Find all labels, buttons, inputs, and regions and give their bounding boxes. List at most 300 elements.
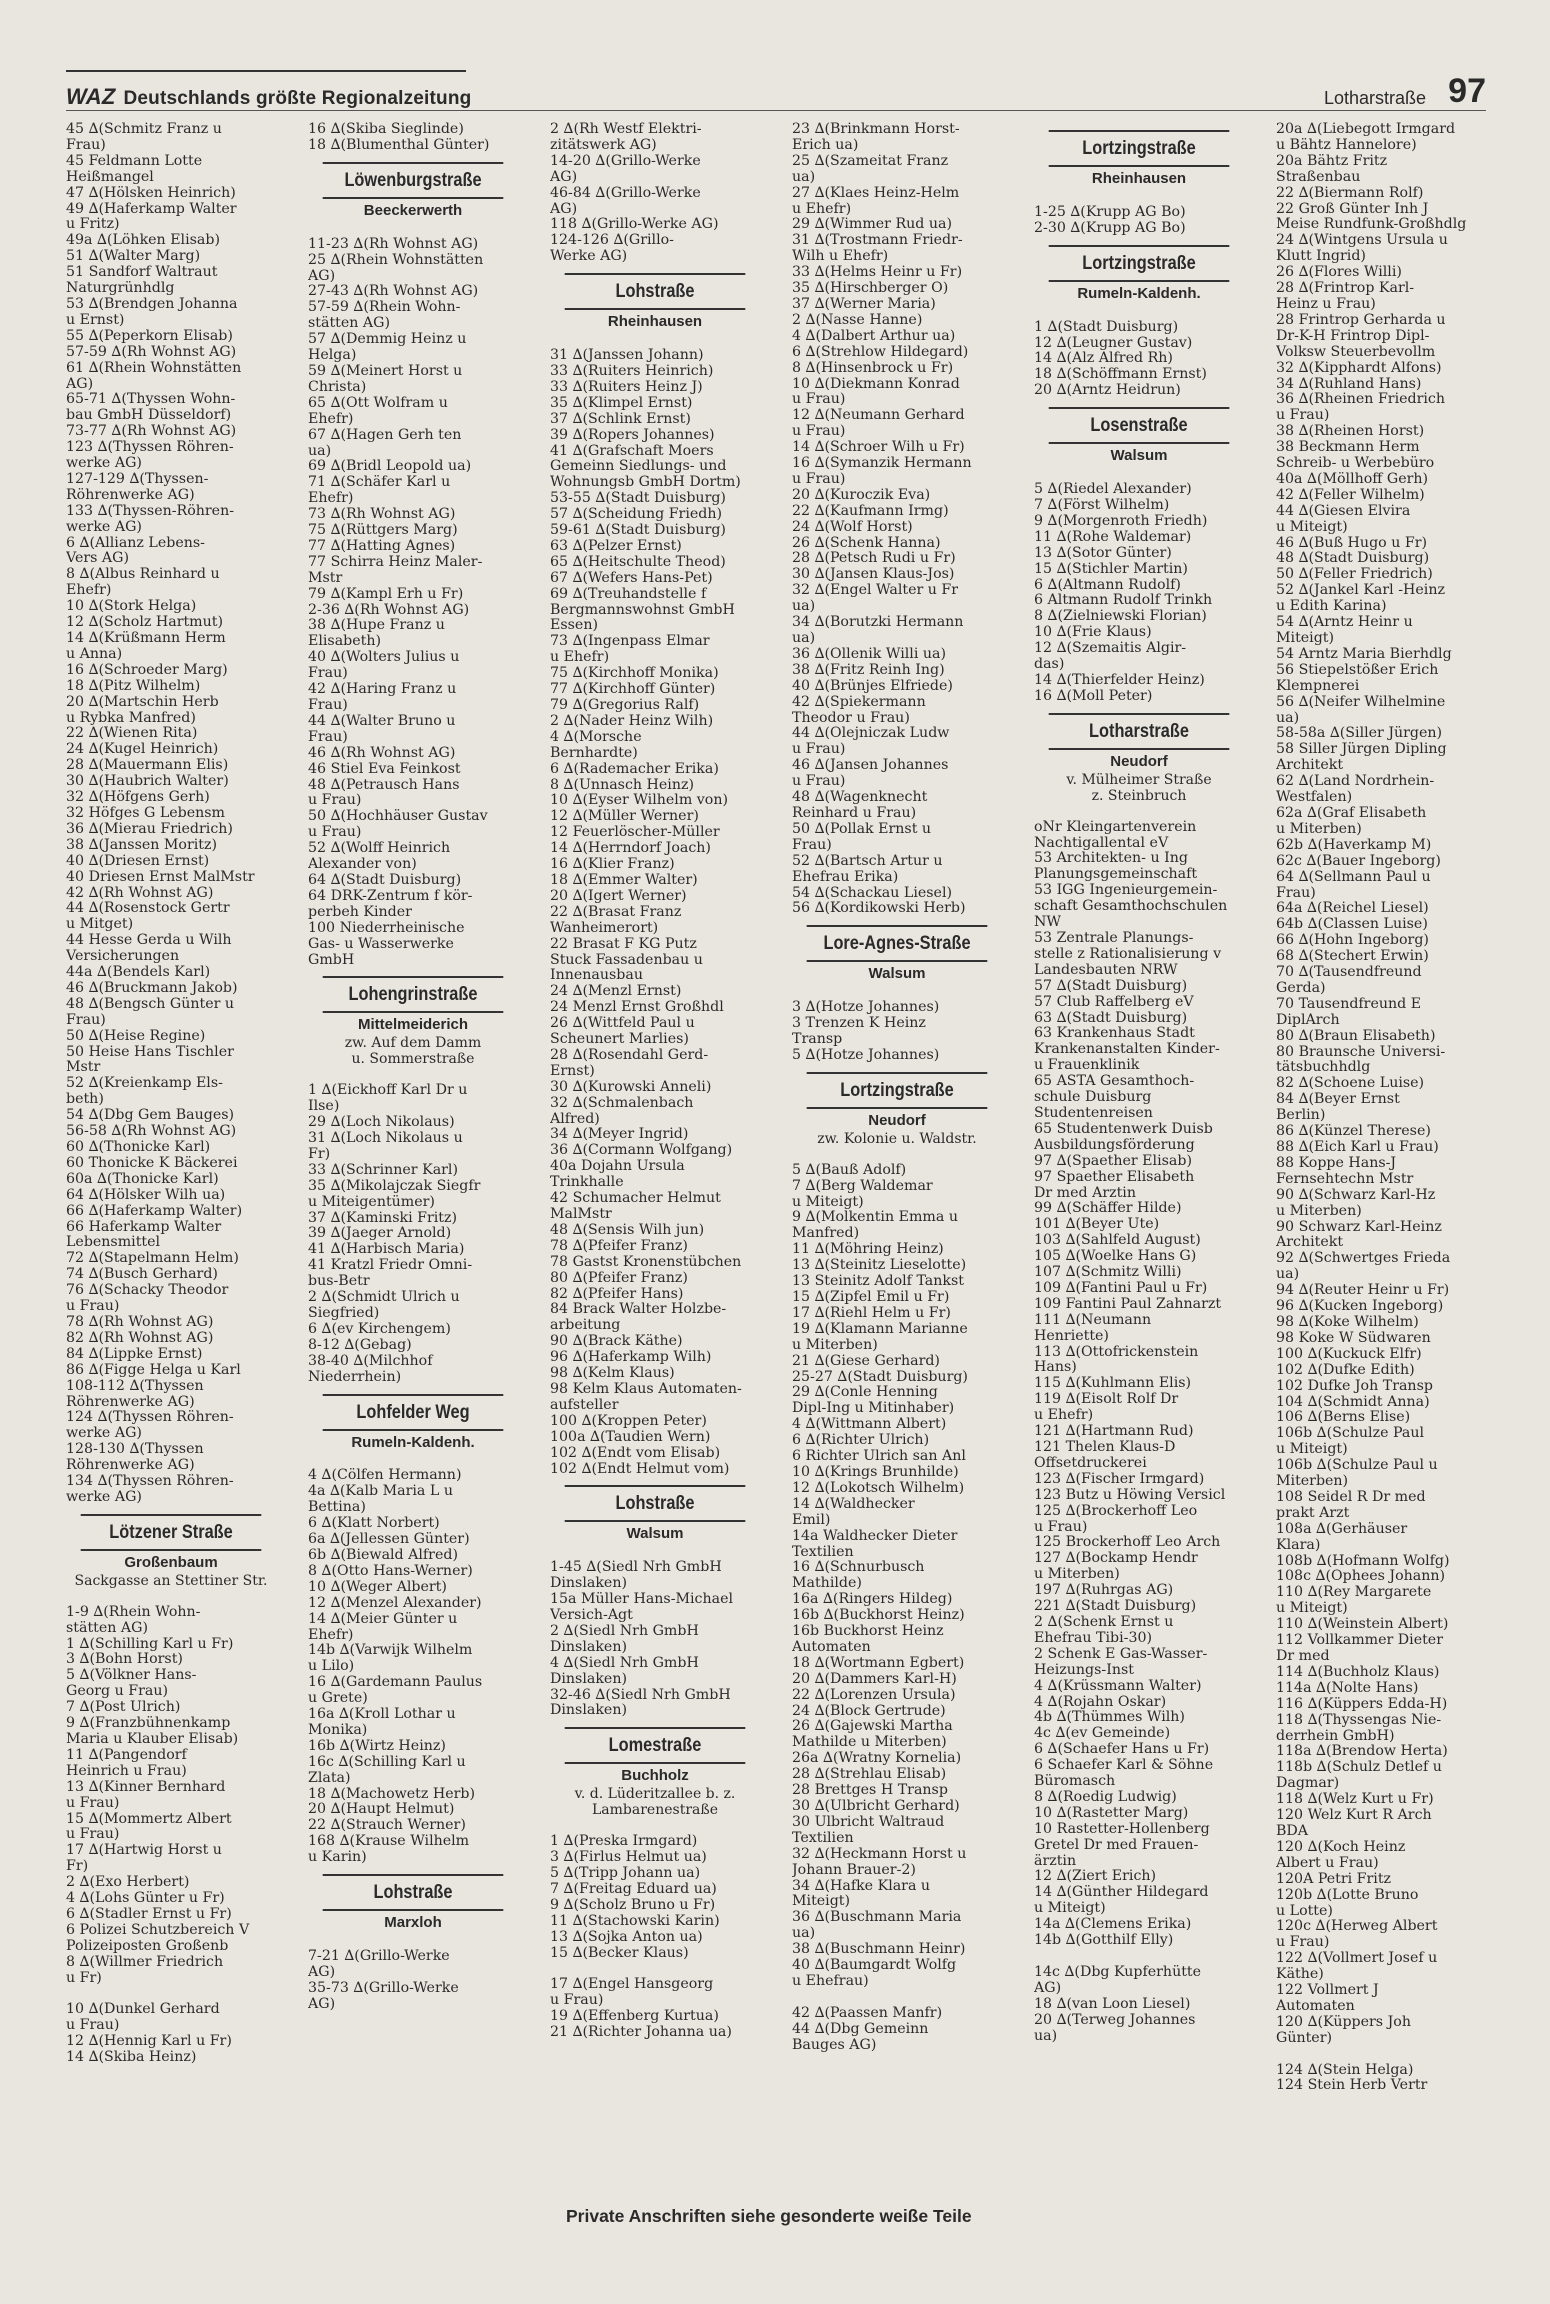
directory-entry: 197 ∆(Ruhrgas AG) — [1034, 1583, 1174, 1599]
street-extent: Sackgasse an Stettiner Str. — [74, 1572, 268, 1589]
directory-entry: ua) — [792, 631, 816, 646]
directory-entry: 98 ∆(Koke Wilhelm) — [1276, 1314, 1419, 1330]
directory-entry: 125 Brockerhoff Leo Arch — [1034, 1535, 1221, 1551]
directory-entry: 90 ∆(Schwarz Karl-Hz — [1276, 1187, 1436, 1203]
directory-entry: 39 ∆(Ropers Johannes) — [550, 427, 715, 443]
directory-entry: 62b ∆(Haverkamp M) — [1276, 837, 1432, 853]
directory-entry: AG) — [308, 1964, 336, 1980]
directory-entry: 44 Hesse Gerda u Wilh — [66, 933, 232, 949]
directory-entry: 13 Steinitz Adolf Tankst — [792, 1274, 964, 1290]
directory-entry: stelle z Rationalisierung v — [1034, 946, 1222, 962]
directory-entry: 6 Schaefer Karl & Söhne — [1034, 1758, 1214, 1774]
directory-entry: 4 ∆(Morsche — [550, 729, 642, 745]
district-label: Großenbaum — [124, 1553, 218, 1571]
directory-entry: 16b ∆(Wirtz Heinz) — [308, 1738, 446, 1754]
directory-entry: 6a ∆(Jellessen Günter) — [308, 1532, 470, 1548]
directory-entry: u Frau) — [66, 1299, 120, 1315]
district-label: Walsum — [626, 1525, 684, 1543]
directory-entry: 54 ∆(Arntz Heinr u — [1276, 615, 1413, 631]
directory-entry: 15 ∆(Stichler Martin) — [1034, 561, 1188, 577]
directory-entry: u Ehefr) — [1034, 1408, 1094, 1424]
directory-entry: 3 Trenzen K Heinz — [792, 1016, 926, 1032]
directory-entry: 108 Seidel R Dr med — [1276, 1489, 1426, 1505]
directory-entry: 120 Welz Kurt R Arch — [1276, 1808, 1432, 1824]
directory-entry: u Frau) — [66, 1827, 120, 1843]
directory-entry: 30 ∆(Ulbricht Gerhard) — [792, 1799, 960, 1814]
directory-entry — [550, 1544, 760, 1560]
directory-entry: Elisabeth) — [308, 634, 382, 650]
district-label: Mittelmeiderich — [357, 1016, 469, 1034]
column-5 — [1034, 122, 1244, 2202]
directory-entry: 78 ∆(Rh Wohnst AG) — [66, 1314, 214, 1330]
directory-entry: 40 ∆(Brünjes Elfriede) — [792, 678, 953, 694]
directory-entry: Ernst) — [550, 1063, 595, 1079]
directory-entry: 52 ∆(Jankel Karl -Heinz — [1276, 583, 1445, 599]
directory-entry: Röhrenwerke AG) — [66, 1458, 195, 1474]
directory-entry: ärztin — [1034, 1853, 1077, 1869]
directory-entry: Krankenanstalten Kinder- — [1034, 1042, 1220, 1058]
directory-entry: 68 ∆(Stechert Erwin) — [1276, 949, 1429, 965]
directory-entry: Helga) — [308, 348, 357, 364]
directory-entry: 111 ∆(Neumann — [1034, 1312, 1152, 1328]
directory-entry: u Ehefr) — [550, 650, 610, 666]
directory-entry: 65 Studentenwerk Duisb — [1034, 1121, 1213, 1137]
directory-entry: 8 ∆(Willmer Friedrich — [66, 1954, 224, 1970]
directory-entry: 127 ∆(Bockamp Hendr — [1034, 1551, 1198, 1567]
directory-entry: 25-27 ∆(Stadt Duisburg) — [792, 1369, 968, 1385]
directory-entry: 11 ∆(Pangendorf — [66, 1747, 187, 1763]
directory-entry: 84 ∆(Beyer Ernst — [1276, 1092, 1400, 1108]
directory-entry: 18 ∆(Pitz Wilhelm) — [66, 678, 201, 694]
directory-entry: Studentenreisen — [1034, 1105, 1153, 1121]
directory-entry: 82 ∆(Rh Wohnst AG) — [66, 1330, 214, 1346]
directory-entry: Polizeiposten Großenb — [66, 1938, 229, 1954]
directory-entry: 49 ∆(Haferkamp Walter — [66, 201, 237, 217]
directory-entry: Dinslaken) — [550, 1703, 627, 1719]
directory-entry: 16c ∆(Schilling Karl u — [308, 1754, 466, 1770]
directory-entry: werke AG) — [66, 1426, 142, 1442]
directory-entry: 10 Rastetter-Hollenberg — [1034, 1821, 1210, 1837]
directory-entry: 6 ∆(Stadler Ernst u Fr) — [66, 1906, 232, 1922]
district-label: Rheinhausen — [607, 313, 703, 331]
directory-entry: 7 ∆(Freitag Eduard ua) — [550, 1882, 717, 1897]
directory-entry: 80 ∆(Pfeifer Franz) — [550, 1270, 688, 1286]
directory-entry: tätsbuchhdlg — [1276, 1060, 1371, 1076]
directory-entry: Frau) — [66, 1012, 106, 1028]
directory-entry: 14 ∆(Meier Günter u — [308, 1611, 458, 1627]
street-heading: Lortzingstraße — [1049, 245, 1230, 282]
directory-entry: Bauges AG) — [792, 2037, 877, 2053]
directory-entry: 22 ∆(Kaufmann Irmg) — [792, 503, 949, 519]
directory-entry: 96 ∆(Kucken Ingeborg) — [1276, 1299, 1444, 1315]
directory-entry — [66, 1589, 276, 1605]
directory-entry: Berlin) — [1276, 1108, 1326, 1124]
directory-entry: 38 ∆(Hupe Franz u — [308, 618, 445, 634]
directory-entry: 55 ∆(Peperkorn Elisab) — [66, 328, 233, 344]
directory-entry: 16a ∆(Kroll Lothar u — [308, 1707, 456, 1723]
directory-entry: 4 ∆(Wittmann Albert) — [792, 1417, 947, 1433]
district-label: Rheinhausen — [1091, 170, 1187, 187]
directory-entry: u Frau) — [550, 1993, 604, 2009]
directory-entry: 4 ∆(Rojahn Oskar) — [1034, 1694, 1167, 1710]
directory-entry: oNr Kleingartenverein — [1034, 819, 1197, 835]
directory-entry: 48 ∆(Petrausch Hans — [308, 777, 460, 793]
directory-entry: Fr) — [308, 1146, 331, 1162]
directory-entry: 67 ∆(Hagen Gerh ten — [308, 427, 462, 443]
directory-entry: 44 ∆(Walter Bruno u — [308, 713, 456, 729]
directory-entry: 12 ∆(Menzel Alexander) — [308, 1595, 482, 1611]
directory-entry: ua) — [308, 443, 332, 459]
directory-entry: 14 ∆(Günther Hildegard — [1034, 1885, 1209, 1901]
street-heading: Lomestraße — [565, 1727, 746, 1764]
directory-entry: derrhein GmbH) — [1276, 1728, 1395, 1744]
directory-entry: 1 ∆(Stadt Duisburg) — [1034, 319, 1179, 335]
directory-entry: 119 ∆(Eisolt Rolf Dr — [1034, 1392, 1179, 1408]
directory-entry: 109 Fantini Paul Zahnarzt — [1034, 1296, 1222, 1312]
directory-entry: 20 ∆(Terweg Johannes — [1034, 2012, 1196, 2028]
directory-entry: 6b ∆(Biewald Alfred) — [308, 1547, 458, 1563]
directory-entry: 2 ∆(Siedl Nrh GmbH — [550, 1623, 699, 1639]
directory-entry: u Grete) — [308, 1691, 368, 1707]
directory-entry — [1034, 804, 1244, 820]
directory-entry: u Rybka Manfred) — [66, 710, 196, 726]
street-heading: Losenstraße — [1049, 407, 1230, 444]
directory-entry: 114 ∆(Buchholz Klaus) — [1276, 1664, 1440, 1680]
directory-entry: Siegfried) — [308, 1306, 380, 1321]
directory-entry: 64 DRK-Zentrum f kör- — [308, 888, 473, 904]
directory-entry: 21 ∆(Richter Johanna ua) — [550, 2025, 732, 2041]
directory-entry: 8 ∆(Roedig Ludwig) — [1034, 1789, 1177, 1805]
directory-entry: 86 ∆(Figge Helga u Karl — [66, 1362, 241, 1378]
directory-entry — [792, 984, 1002, 1000]
directory-entry: 16b ∆(Buckhorst Heinz) — [792, 1608, 965, 1624]
directory-entry: 22 ∆(Wienen Rita) — [66, 726, 198, 742]
column-6 — [1276, 122, 1486, 2202]
directory-entry: Architekt — [1276, 1235, 1344, 1251]
directory-entry: AG) — [1034, 1980, 1062, 1996]
directory-entry: u Frau) — [66, 2018, 120, 2034]
directory-entry: u Frau) — [1276, 1935, 1330, 1951]
directory-entry: Ehefrau Tibi-30) — [1034, 1630, 1153, 1646]
directory-entry: 14 ∆(Krüßmann Herm — [66, 631, 226, 646]
directory-entry: Offsetdruckerei — [1034, 1455, 1147, 1471]
directory-entry: 128-130 ∆(Thyssen — [66, 1442, 204, 1458]
directory-entry: 14 ∆(Thierfelder Heinz) — [1034, 672, 1205, 688]
directory-entry: 108b ∆(Hofmann Wolfg) — [1276, 1553, 1450, 1569]
street-heading: Lötzener Straße — [81, 1514, 262, 1551]
directory-entry: 14b ∆(Varwijk Wilhelm — [308, 1643, 473, 1659]
directory-entry: 16a ∆(Ringers Hildeg) — [792, 1592, 953, 1608]
directory-entry: 19 ∆(Klamann Marianne — [792, 1321, 968, 1337]
directory-entry: Alfred) — [550, 1111, 600, 1127]
directory-entry: 4 ∆(Siedl Nrh GmbH — [550, 1655, 699, 1671]
directory-entry: u Fr) — [66, 1970, 102, 1986]
directory-entry: u Miteigt) — [792, 1194, 864, 1210]
directory-entry: 79 ∆(Kampl Erh u Fr) — [308, 586, 464, 602]
directory-entry: Mathilde u Miterben) — [792, 1735, 947, 1751]
directory-entry: 64 ∆(Hölsker Wilh ua) — [66, 1187, 226, 1203]
directory-entry: 40 ∆(Wolters Julius u — [308, 650, 460, 666]
directory-entry: 20 ∆(Arntz Heidrun) — [1034, 383, 1181, 399]
directory-entry: Volksw Steuerbevollm — [1276, 344, 1436, 360]
directory-entry: Gemeinn Siedlungs- und — [550, 459, 727, 475]
directory-entry: 33 ∆(Ruiters Heinz J) — [550, 379, 703, 395]
directory-entry: 50 ∆(Heise Regine) — [66, 1028, 206, 1044]
directory-entry: 133 ∆(Thyssen-Röhren- — [66, 503, 235, 519]
directory-entry: 18 ∆(Machowetz Herb) — [308, 1786, 476, 1802]
directory-entry: 107 ∆(Schmitz Willi) — [1034, 1265, 1182, 1281]
directory-entry: 74 ∆(Busch Gerhard) — [66, 1267, 218, 1283]
directory-entry: 35-73 ∆(Grillo-Werke — [308, 1980, 459, 1996]
directory-entry: Mathilde) — [792, 1576, 862, 1592]
district-label: Rumeln-Kaldenh. — [351, 1433, 475, 1451]
directory-entry: Mstr — [308, 570, 343, 586]
directory-entry: Henriette) — [1034, 1328, 1109, 1344]
directory-entry: Bettina) — [308, 1500, 366, 1516]
directory-entry: 121 Thelen Klaus-D — [1034, 1440, 1176, 1455]
district-label: Beeckerwerth — [363, 201, 463, 219]
directory-entry: 16 ∆(Schnurbusch — [792, 1560, 925, 1576]
directory-entry: 20 ∆(Kuroczik Eva) — [792, 487, 931, 503]
directory-entry: AG) — [550, 201, 578, 217]
directory-entry: Ehefr) — [308, 1627, 354, 1643]
directory-entry: 8 ∆(Hinsenbrock u Fr) — [792, 360, 954, 376]
directory-entry: 62a ∆(Graf Elisabeth — [1276, 805, 1427, 821]
directory-entry: u Lilo) — [308, 1659, 355, 1675]
directory-entry: 65-71 ∆(Thyssen Wohn- — [66, 392, 236, 408]
directory-entry: 109 ∆(Fantini Paul u Fr) — [1034, 1280, 1208, 1296]
directory-entry: zitätswerk AG) — [550, 137, 657, 153]
district-label: Neudorf — [868, 1111, 926, 1129]
directory-entry: 20a Bähtz Fritz — [1276, 153, 1388, 169]
street-heading: Lohstraße — [323, 1874, 504, 1911]
directory-entry: 40 ∆(Baumgardt Wolfg — [792, 1958, 957, 1974]
directory-entry: ua) — [1276, 710, 1300, 726]
directory-entry: Röhrenwerke AG) — [66, 487, 195, 503]
directory-entry: 98 ∆(Kelm Klaus) — [550, 1366, 675, 1382]
directory-entry: 16 ∆(Skiba Sieglinde) — [308, 122, 464, 137]
directory-entry: Alexander von) — [308, 857, 417, 873]
directory-entry: Nachtigallental eV — [1034, 835, 1169, 851]
directory-entry: 53 Zentrale Planungs- — [1034, 931, 1194, 946]
directory-entry: u Frau) — [792, 392, 846, 408]
directory-entry: 6 ∆(Allianz Lebens- — [66, 535, 205, 551]
directory-entry: MalMstr — [550, 1207, 612, 1222]
directory-entry: 3 ∆(Firlus Helmut ua) — [550, 1850, 707, 1866]
directory-entry: 32 ∆(Engel Walter u Fr — [792, 583, 959, 599]
directory-entry: 38 ∆(Fritz Reinh Ing) — [792, 662, 945, 678]
directory-entry: 24 Menzl Ernst Großhdl — [550, 1000, 724, 1016]
directory-entry: schaft Gesamthochschulen — [1034, 899, 1228, 915]
directory-entry: 98 Koke W Südwaren — [1276, 1330, 1431, 1346]
directory-entry: 57-59 ∆(Rhein Wohn- — [308, 300, 461, 316]
directory-entry: u Frauenklinik — [1034, 1058, 1140, 1074]
directory-entry: u Frau) — [792, 424, 846, 440]
directory-entry: 10 ∆(Eyser Wilhelm von) — [550, 793, 729, 809]
directory-entry: Bergmannswohnst GmbH — [550, 602, 735, 618]
directory-entry: Versich-Agt — [550, 1608, 633, 1624]
directory-entry: 16b Buckhorst Heinz — [792, 1624, 944, 1640]
directory-entry: 8 ∆(Unnasch Heinz) — [550, 777, 694, 793]
directory-entry: Textilien — [792, 1830, 854, 1846]
directory-entry — [792, 1990, 1002, 2006]
directory-entry: Heinz u Frau) — [1276, 296, 1376, 312]
directory-entry: 48 ∆(Stadt Duisburg) — [1276, 551, 1430, 567]
directory-entry: u Miteigt) — [1276, 1601, 1348, 1617]
directory-entry: 124-126 ∆(Grillo- — [550, 233, 674, 249]
directory-entry: 52 ∆(Wolff Heinrich — [308, 841, 451, 857]
directory-entry: 168 ∆(Krause Wilhelm — [308, 1834, 470, 1850]
directory-entry: 24 ∆(Wintgens Ursula u — [1276, 233, 1448, 249]
directory-entry: 38 ∆(Buschmann Heinr) — [792, 1942, 966, 1958]
directory-entry: 99 ∆(Schäffer Hilde) — [1034, 1201, 1182, 1217]
directory-entry: 9 ∆(Scholz Bruno u Fr) — [550, 1897, 716, 1913]
directory-entry: 17 ∆(Riehl Helm u Fr) — [792, 1305, 951, 1321]
directory-entry: 80 Braunsche Universi- — [1276, 1044, 1446, 1060]
directory-entry: 77 Schirra Heinz Maler- — [308, 554, 483, 570]
directory-entry: 2 ∆(Nader Heinz Wilh) — [550, 713, 714, 729]
directory-entry: 8 ∆(Albus Reinhard u — [66, 567, 220, 583]
directory-entry: Fernsehtechn Mstr — [1276, 1171, 1414, 1187]
directory-entry: 102 ∆(Dufke Edith) — [1276, 1362, 1415, 1378]
directory-entry: 12 ∆(Lokotsch Wilhelm) — [792, 1480, 965, 1496]
directory-entry: 13 ∆(Steinitz Lieselotte) — [792, 1258, 967, 1274]
directory-entry: 54 Arntz Maria Bierhdlg — [1276, 646, 1452, 662]
directory-entry: 84 Brack Walter Holzbe- — [550, 1302, 727, 1318]
directory-entry: 35 ∆(Klimpel Ernst) — [550, 395, 693, 411]
directory-entry: 16 ∆(Moll Peter) — [1034, 688, 1153, 704]
directory-entry: 42 Schumacher Helmut — [550, 1191, 721, 1207]
directory-entry: Gerda) — [1276, 980, 1326, 996]
directory-entry: 63 ∆(Stadt Duisburg) — [1034, 1010, 1188, 1026]
directory-entry: 45 ∆(Schmitz Franz u — [66, 122, 222, 137]
directory-entry: 13 ∆(Sojka Anton ua) — [550, 1929, 703, 1945]
directory-entry: Frau) — [308, 698, 348, 713]
directory-entry: 56 Stiepelstößer Erich — [1276, 662, 1439, 678]
directory-entry: Scheunert Marlies) — [550, 1032, 689, 1048]
masthead-logo: WAZ — [66, 84, 116, 109]
directory-entry: 14c ∆(Dbg Kupferhütte — [1034, 1964, 1202, 1980]
directory-entry: 28 ∆(Strehlau Elisab) — [792, 1767, 947, 1783]
directory-entry: 108c ∆(Ophees Johann) — [1276, 1569, 1446, 1585]
directory-entry: 12 ∆(Müller Werner) — [550, 809, 699, 825]
directory-entry — [308, 1067, 518, 1083]
directory-entry: 102 Dufke Joh Transp — [1276, 1378, 1433, 1394]
directory-entry: stätten AG) — [308, 316, 391, 332]
directory-entry: 22 Brasat F KG Putz — [550, 936, 697, 952]
directory-entry: 32-46 ∆(Siedl Nrh GmbH — [550, 1687, 731, 1703]
directory-entry: 51 Sandforf Waltraut — [66, 265, 218, 281]
directory-entry: DiplArch — [1276, 1012, 1340, 1028]
directory-entry: 16 ∆(Gardemann Paulus — [308, 1675, 483, 1691]
directory-entry: 5 ∆(Tripp Johann ua) — [550, 1866, 701, 1882]
directory-entry: 15 ∆(Mommertz Albert — [66, 1811, 232, 1827]
district-label: Marxloh — [384, 1914, 442, 1932]
directory-entry: 28 Frintrop Gerharda u — [1276, 312, 1446, 328]
district-label: Walsum — [1110, 447, 1168, 465]
directory-entry: 46 ∆(Jansen Johannes — [792, 758, 949, 774]
directory-entry: 28 ∆(Mauermann Elis) — [66, 758, 229, 774]
directory-entry: 36 ∆(Buschmann Maria — [792, 1910, 962, 1926]
directory-entry: 106 ∆(Berns Elise) — [1276, 1410, 1411, 1426]
column-1 — [66, 122, 276, 2202]
directory-entry: 24 ∆(Menzl Ernst) — [550, 984, 682, 1000]
directory-entry: 105 ∆(Woelke Hans G) — [1034, 1249, 1197, 1265]
directory-entry: 32 ∆(Höfgens Gerh) — [66, 790, 210, 806]
directory-entry: 46 Stiel Eva Feinkost — [308, 761, 461, 777]
running-head-street: Lotharstraße — [1323, 88, 1426, 108]
directory-entry: u Miterben) — [1276, 1203, 1362, 1219]
directory-entry: 56 ∆(Neifer Wilhelmine — [1276, 694, 1446, 710]
directory-entry: 80 ∆(Braun Elisabeth) — [1276, 1028, 1436, 1044]
directory-entry: 53 ∆(Brendgen Johanna — [66, 296, 238, 312]
directory-entry: 28 ∆(Rosendahl Gerd- — [550, 1047, 709, 1063]
directory-entry: 15 ∆(Zipfel Emil u Fr) — [792, 1290, 950, 1305]
directory-entry: 75 ∆(Rüttgers Marg) — [308, 523, 458, 539]
directory-entry: 46 ∆(Bruckmann Jakob) — [66, 980, 238, 996]
directory-entry: 25 ∆(Rhein Wohnstätten — [308, 252, 484, 268]
directory-entry: 32 ∆(Kipphardt Alfons) — [1276, 360, 1442, 376]
directory-entry: 26 ∆(Flores Willi) — [1276, 265, 1402, 281]
directory-entry: 64b ∆(Classen Luise) — [1276, 917, 1428, 933]
district-label: Neudorf — [1110, 752, 1168, 770]
directory-entry: 38 ∆(Rheinen Horst) — [1276, 424, 1425, 440]
street-extent: zw. Auf dem Damm — [344, 1035, 482, 1052]
street-heading: Lohstraße — [565, 1485, 746, 1522]
directory-entry: Mstr — [66, 1060, 101, 1076]
directory-entry: 59-61 ∆(Stadt Duisburg) — [550, 523, 726, 539]
directory-entry: 52 ∆(Bartsch Artur u — [792, 853, 943, 869]
directory-entry: 6 ∆(Strehlow Hildegard) — [792, 344, 969, 360]
directory-entry: 37 ∆(Schlink Ernst) — [550, 411, 691, 427]
directory-entry: 5 ∆(Völkner Hans- — [66, 1668, 197, 1684]
page-number: 97 — [1448, 72, 1486, 110]
directory-entry: 12 ∆(Neumann Gerhard — [792, 408, 965, 424]
directory-entry: 102 ∆(Endt Helmut vom) — [550, 1461, 730, 1477]
directory-entry: Büromasch — [1034, 1774, 1116, 1790]
directory-entry: 122 Vollmert J — [1276, 1983, 1379, 1999]
directory-entry: Dipl-Ing u Mitinhaber) — [792, 1401, 955, 1417]
directory-entry: 63 Krankenhaus Stadt — [1034, 1026, 1195, 1042]
directory-entry: Transp — [792, 1032, 843, 1048]
directory-entry: 60 Thonicke K Bäckerei — [66, 1155, 238, 1171]
street-heading: Lortzingstraße — [807, 1072, 988, 1109]
street-extent: v. Mülheimer Straße — [1066, 771, 1212, 788]
directory-entry: 123 ∆(Thyssen Röhren- — [66, 440, 234, 456]
directory-entry: ua) — [1034, 2028, 1058, 2044]
directory-entry: Lebensmittel — [66, 1235, 161, 1251]
directory-entry: 53 Architekten- u Ing — [1034, 851, 1188, 867]
directory-entry: u Frau) — [792, 471, 846, 487]
street-extent: v. d. Lüderitzallee b. z. — [574, 1786, 736, 1803]
directory-entry: 127-129 ∆(Thyssen- — [66, 471, 209, 487]
directory-entry: u Ehefrau) — [792, 1973, 869, 1989]
directory-entry: 122 ∆(Vollmert Josef u — [1276, 1951, 1438, 1967]
directory-entry: 124 Stein Herb Vertr — [1276, 2078, 1428, 2094]
directory-entry: 101 ∆(Beyer Ute) — [1034, 1217, 1160, 1233]
directory-entry: 6 Richter Ulrich san Anl — [792, 1449, 966, 1465]
directory-entry: 58 Siller Jürgen Dipling — [1276, 742, 1447, 758]
directory-entry: 78 Gastst Kronenstübchen — [550, 1254, 742, 1270]
directory-entry: 108-112 ∆(Thyssen — [66, 1378, 204, 1394]
directory-entry: Meise Rundfunk-Großhdlg — [1276, 217, 1467, 233]
directory-entry: 125 ∆(Brockerhoff Leo — [1034, 1503, 1198, 1519]
directory-entry: 20 ∆(Dammers Karl-H) — [792, 1671, 957, 1687]
directory-entry: 40a ∆(Möllhoff Gerh) — [1276, 471, 1429, 487]
directory-entry: Heinrich u Frau) — [66, 1763, 187, 1779]
directory-entry: 8 ∆(Zielniewski Florian) — [1034, 609, 1207, 625]
directory-entry — [1034, 1949, 1244, 1965]
